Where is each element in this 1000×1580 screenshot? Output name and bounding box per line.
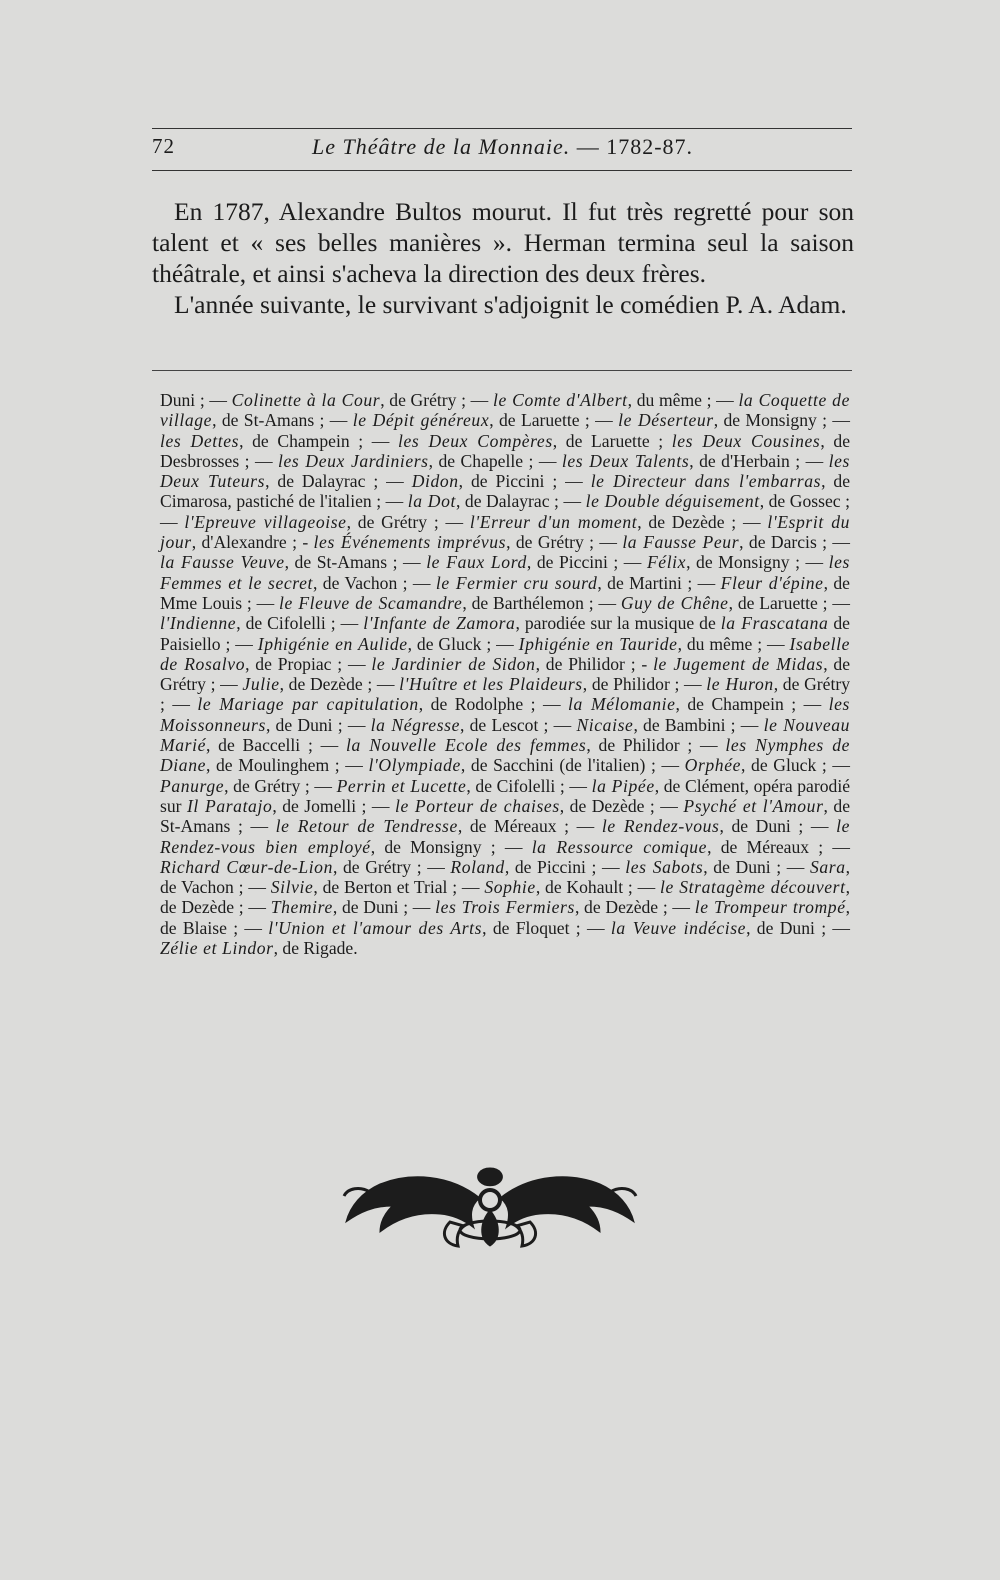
footnote-text-segment: , de Grétry ; — — [332, 856, 451, 877]
footnote-text-segment: , de Dalayrac ; — — [265, 471, 412, 492]
footnote-text-segment: , de Laruette ; — — [489, 410, 619, 431]
paragraph-2: L'année suivante, le survivant s'adjoignit le comédien P. A. Adam. — [174, 290, 847, 319]
paragraph-1: En 1787, Alexandre Bultos mourut. Il fut très regretté pour son talent et « ses belles manières ». Herman termina seul la saison théâtrale, et ainsi s'acheva la direction des deux frères. — [152, 197, 854, 288]
footnote-text-segment: , de Grétry ; — — [380, 390, 493, 410]
footnote-text-segment: , de Gossec ; — — [160, 491, 850, 532]
footnote-text-segment: , de Dalayrac ; — — [455, 491, 586, 512]
footnote-text-segment: , de Gluck ; — — [407, 633, 519, 654]
footnote-text-segment: , de Berton et Trial ; — — [313, 877, 485, 898]
work-title: Sara — [809, 856, 846, 877]
work-title: l'Infante de Zamora — [363, 613, 516, 634]
work-title: le Double déguisement — [585, 491, 760, 512]
work-title: les Événements imprévus — [313, 532, 507, 553]
footnote-text-segment: , de Méreaux ; — — [457, 816, 602, 837]
page-header — [152, 128, 852, 178]
work-title: la Pipée — [591, 775, 655, 796]
work-title: Didon — [411, 471, 459, 492]
floral-tailpiece-ornament-icon — [340, 1160, 640, 1250]
work-title: la Fausse Veuve — [160, 552, 285, 573]
work-title: la Nouvelle Ecole des femmes — [345, 735, 587, 756]
body-text — [152, 196, 854, 320]
work-title: le Stratagème découvert — [659, 877, 846, 898]
work-title: le Mariage par capitulation — [197, 694, 419, 715]
footnote-text-segment: , de Philidor ; — — [586, 735, 726, 756]
work-title: l'Huître et les Plaideurs — [399, 674, 583, 695]
footnote-text-segment: , de Lescot ; — — [460, 714, 577, 735]
work-title: les Dettes — [160, 430, 240, 451]
footnote-text-segment: , de Cifolelli ; — — [466, 775, 592, 796]
work-title: les Deux Cousines — [671, 430, 821, 451]
footnote-text-segment: , de Duni ; — — [703, 856, 810, 877]
footnote-text-segment: , de Desbrosses ; — — [160, 430, 851, 471]
work-title: l'Erreur d'un moment — [469, 511, 638, 532]
work-title: les Sabots — [625, 856, 704, 877]
footnote-text-segment: , de Champein ; — — [239, 430, 398, 451]
work-title: les Deux Tuteurs — [160, 450, 850, 492]
footnote-text-segment: , de Jomelli ; — — [272, 795, 395, 816]
header-rule-top — [152, 128, 852, 129]
footnote-text-segment: , de Vachon ; — — [312, 572, 436, 593]
footnote-text-segment: , de St-Amans ; — — [284, 552, 427, 573]
footnote-text-segment: , de Duni ; — — [332, 897, 436, 918]
footnote-separator — [152, 370, 852, 371]
work-title: les Deux Talents — [561, 450, 690, 471]
footnote-text-segment: , de Darcis ; — — [739, 532, 850, 553]
work-title: Zélie et Lindor — [160, 938, 274, 959]
footnote-text-segment: , d'Alexandre ; - — [191, 532, 314, 553]
footnote-text-segment: , de Dezède ; — — [637, 511, 768, 532]
footnote-text-segment: , de Monsigny ; — — [713, 410, 850, 431]
footnote-text-segment: , du même ; — — [677, 633, 790, 654]
footnote-text-segment: , de Laruette ; — — [728, 592, 850, 613]
footnote-text-segment: de Paisiello ; — — [160, 613, 850, 654]
work-title: Sophie — [484, 877, 536, 898]
work-title: Psyché et l'Amour — [683, 795, 824, 816]
footnote-text-segment: , de Sacchini (de l'italien) ; — — [460, 755, 685, 776]
footnote-text-segment: , de Chapelle ; — — [428, 450, 562, 471]
work-title: Il Paratajo — [186, 795, 273, 816]
work-title: Guy de Chêne — [620, 592, 729, 613]
header-rule-bottom — [152, 170, 852, 171]
work-title: la Négresse — [370, 714, 461, 735]
work-title: l'Indienne — [160, 613, 237, 634]
work-title: Julie — [242, 674, 280, 695]
footnote-text-segment: , de Grétry ; — — [506, 532, 623, 553]
footnote-list — [160, 390, 850, 958]
footnote-text-segment: , de Champein ; — — [675, 694, 829, 715]
work-title: les Moissonneurs — [160, 694, 851, 735]
work-title: la Fausse Peur — [622, 532, 740, 553]
running-title: Le Théâtre de la Monnaie. — [312, 134, 571, 159]
footnote-text-segment: , de Grétry ; — — [346, 511, 470, 532]
footnote-text-segment: , de Duni ; — — [746, 917, 850, 938]
work-title: le Rendez-vous — [601, 816, 720, 837]
work-title: le Jardinier de Sidon — [371, 653, 536, 674]
work-title: le Directeur dans l'embarras — [590, 471, 822, 492]
footnote-text-segment: , de Rigade. — [273, 938, 358, 959]
work-title: le Déserteur — [618, 410, 714, 431]
work-title: l'Esprit du jour — [160, 511, 850, 553]
footnote-text-segment: , de Duni ; — — [719, 816, 837, 837]
work-title: la Mélomanie — [568, 694, 676, 715]
work-title: Colinette à la Cour — [231, 390, 381, 410]
work-title: le Comte d'Albert — [492, 390, 628, 410]
footnote-text-segment: , de Vachon ; — — [160, 856, 851, 898]
footnote-text-segment: , de Grétry ; — — [160, 674, 850, 715]
work-title: l'Union et l'amour des Arts — [268, 917, 483, 938]
work-title: le Trompeur trompé — [694, 897, 846, 918]
footnote-text-segment: , de Cimarosa, pastiché de l'italien ; — — [160, 471, 850, 512]
work-title: le Huron — [706, 674, 774, 695]
work-title: le Porteur de chaises — [394, 795, 560, 816]
work-title: les Deux Jardiniers — [278, 450, 429, 471]
footnote-text-segment: , de Dezède ; — — [279, 674, 400, 695]
work-title: Panurge — [160, 775, 225, 796]
footnote-text-segment: , de Martini ; — — [597, 572, 721, 593]
footnote-text-segment: , de Duni ; — — [265, 714, 371, 735]
footnote-text-segment: , de Laruette ; — [552, 430, 672, 451]
work-title: le Dépit généreux — [352, 410, 490, 431]
work-title: Richard Cœur-de-Lion — [160, 856, 333, 877]
work-title: Félix — [646, 552, 687, 573]
footnote-text-segment: , de Barthélemon ; — — [462, 592, 621, 613]
footnote-text-segment: , de Dezède ; — — [160, 877, 850, 918]
footnote-text-segment: , de Propiac ; — — [245, 653, 372, 674]
work-title: le Fermier cru sourd — [435, 572, 598, 593]
running-dash: — — [570, 134, 607, 159]
footnote-text-segment: , de d'Herbain ; — — [689, 450, 829, 471]
footnote-text-segment: , de Piccini ; — — [458, 471, 591, 492]
work-title: Isabelle de Rosalvo — [160, 633, 851, 674]
footnote-text-segment: , de Rodolphe ; — — [418, 694, 569, 715]
running-head — [312, 134, 693, 160]
work-title: la Veuve indécise — [610, 917, 747, 938]
work-title: Perrin et Lucette — [336, 775, 467, 796]
footnote-text-segment: , de St-Amans ; — — [212, 410, 353, 431]
work-title: la Dot — [407, 491, 456, 512]
footnote-text-segment: , de Piccini ; — — [526, 552, 647, 573]
work-title: Iphigénie en Aulide — [257, 633, 408, 654]
work-title: Silvie — [270, 877, 314, 898]
footnote-text-segment: , parodiée sur la musique de — [515, 613, 721, 634]
work-title: les Femmes et le secret — [160, 552, 850, 593]
footnote-text-segment: , de Philidor ; — — [582, 674, 707, 695]
work-title: Roland — [450, 856, 505, 877]
footnote-text-segment: , de Clément, opéra parodié sur — [160, 775, 851, 816]
work-title: Fleur d'épine — [720, 572, 824, 593]
work-title: la Ressource comique — [531, 836, 708, 857]
footnote-text-segment: , de Philidor ; - — [535, 653, 654, 674]
work-title: les Trois Fermiers — [435, 897, 575, 918]
footnote-text-segment: , de Piccini ; — — [504, 856, 626, 877]
footnote-text-segment: , de Bambini ; — — [633, 714, 764, 735]
footnote-text-segment: , de Monsigny ; — — [686, 552, 829, 573]
work-title: le Nouveau Marié — [160, 714, 851, 756]
footnote-text-segment: , du même ; — — [627, 390, 739, 410]
work-title: Orphée — [684, 755, 742, 776]
work-title: la Coquette de village — [160, 390, 850, 431]
work-title: la Frascatana — [720, 613, 829, 634]
page-number: 72 — [152, 134, 175, 158]
work-title: le Rendez-vous bien employé — [160, 816, 850, 857]
running-years: 1782-87. — [606, 134, 694, 159]
work-title: les Deux Compères — [398, 430, 553, 451]
footnote-text-segment: , de Cifolelli ; — — [236, 613, 364, 634]
footnote-text-segment: , de Monsigny ; — — [370, 836, 532, 857]
footnote-text-segment: , de Kohault ; — — [535, 877, 660, 898]
footnote-text-segment: , de Floquet ; — — [482, 917, 611, 938]
footnote-text-segment: , de Baccelli ; — — [206, 735, 346, 756]
footnote-text-segment: , de Mme Louis ; — — [160, 572, 850, 613]
footnote-paragraph — [160, 390, 850, 958]
work-title: l'Epreuve villageoise — [184, 511, 347, 532]
footnote-text-segment: , de Dezède ; — — [574, 897, 695, 918]
work-title: le Faux Lord — [426, 552, 527, 573]
footnote-text-segment: , de Blaise ; — — [160, 897, 851, 938]
work-title: Iphigénie en Tauride — [518, 633, 678, 654]
work-title: le Retour de Tendresse — [275, 816, 458, 837]
footnote-text-segment: Duni ; — — [160, 390, 232, 410]
footnote-text-segment: , de Dezède ; — — [559, 795, 684, 816]
footnote-text-segment: , de Moulinghem ; — — [206, 755, 369, 776]
work-title: Themire — [270, 897, 333, 918]
footnote-text-segment: , de Grétry ; — — [224, 775, 337, 796]
work-title: les Nymphes de Diane — [160, 735, 850, 776]
footnote-text-segment: , de Gluck ; — — [741, 755, 850, 776]
work-title: le Jugement de Midas — [653, 653, 824, 674]
footnote-text-segment: , de Grétry ; — — [160, 653, 850, 695]
work-title: le Fleuve de Scamandre — [279, 592, 463, 613]
footnote-text-segment: , de Méreaux ; — — [707, 836, 851, 857]
work-title: Nicaise — [576, 714, 634, 735]
work-title: l'Olympiade — [368, 755, 461, 776]
footnote-text-segment: , de St-Amans ; — — [160, 795, 851, 837]
